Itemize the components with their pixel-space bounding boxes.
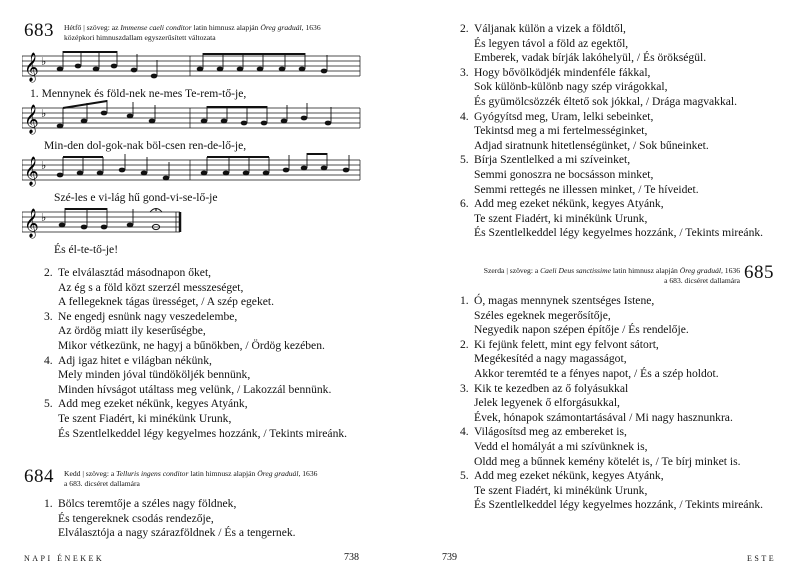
- hymn-684-meta-line2: a 683. dicséret dallamára: [64, 478, 140, 488]
- right-page: [398, 0, 797, 582]
- verse-line: [460, 469, 763, 484]
- verse-text: Vedd el homályát a mi szívünknek is,: [474, 439, 648, 453]
- verse-line: [460, 226, 763, 241]
- verse-number: 5.: [44, 397, 53, 411]
- verse-line: [460, 382, 763, 397]
- verse-text: Sok különb-különb nagy szép virágokkal,: [474, 80, 668, 94]
- page-number: 738: [344, 552, 359, 563]
- verse-line: [44, 354, 347, 369]
- verse-number: 4.: [460, 425, 469, 439]
- verse-line: [44, 324, 347, 339]
- verse-line: [44, 383, 347, 398]
- verse-text: Mely minden jóval tündököljék bennünk,: [58, 368, 251, 382]
- hymn-684-meta: [64, 469, 317, 488]
- verse-text: Add meg ezeket nékünk, kegyes Atyánk,: [58, 397, 248, 411]
- verse-line: [460, 367, 763, 382]
- hymn-685-meta: [464, 266, 740, 285]
- lyrics-line-1: 1. Mennynek és föld-nek ne-mes Te-rem-tő-je,: [30, 87, 247, 100]
- verse-line: [460, 498, 763, 513]
- hymn-685-meta-line1: Szerda | szöveg: a Caeli Deus sanctissime latin himnusz alapján Öreg graduál, 1636: [483, 266, 740, 275]
- verse-text: Semmi gonoszra ne bocsásson minket,: [474, 167, 654, 181]
- verse-text: Semmi rettegés ne illessen minket, / Te híveidet.: [474, 182, 699, 196]
- verse-line: [460, 338, 763, 353]
- verse-text: És legyen távol a föld az egektől,: [474, 36, 629, 50]
- svg-text:♭: ♭: [41, 107, 47, 120]
- hymn-683-number: 683: [24, 20, 54, 41]
- verse-line: [460, 309, 763, 324]
- verse-number: 2.: [460, 22, 469, 35]
- verse-text: Oldd meg a bűnnek kemény kötelét is, / Te bírj minket is.: [474, 454, 741, 468]
- verse-number: 5.: [460, 153, 469, 167]
- svg-text:𝄞: 𝄞: [24, 104, 39, 133]
- verse-line: [460, 425, 763, 440]
- verse-line: [460, 37, 763, 52]
- verse-text: Váljanak külön a vizek a földtől,: [474, 22, 626, 35]
- music-staff-3: [22, 152, 362, 192]
- svg-text:𝄞: 𝄞: [24, 208, 39, 237]
- verse-number: 2.: [460, 337, 469, 351]
- verse-line: [44, 266, 347, 281]
- verse-text: Add meg ezeket nékünk, kegyes Atyánk,: [474, 469, 664, 483]
- verse-line: [460, 197, 763, 212]
- hymn-683-meta-line1: Hétfő | szöveg: az Immense caeli conditor latin himnusz alapján Öreg graduál, 1636: [64, 23, 321, 32]
- svg-text:♭: ♭: [41, 211, 47, 224]
- verse-line: [460, 153, 763, 168]
- hymn-683-meta: [64, 23, 321, 42]
- hymn-683-meta-line2: középkori himnuszdallam egyszerűsített változata: [64, 32, 216, 42]
- lyrics-line-3: Szé-les e vi-lág hű gond-vi-se-lő-je: [54, 191, 218, 204]
- verse-line: [44, 397, 347, 412]
- verse-text: Az ördög miatt ily keserűségbe,: [58, 324, 206, 338]
- verse-text: Elválasztója a nagy szárazföldnek / És a tengernek.: [58, 526, 296, 540]
- svg-text:♭: ♭: [41, 159, 47, 172]
- verse-number: 3.: [460, 381, 469, 395]
- verse-text: Adjad siratnunk hitetlenségünket, / Sok bűneinket.: [474, 138, 709, 152]
- hymn-683-verses: [44, 266, 347, 441]
- verse-text: Hogy bővölködjék mindenféle fákkal,: [474, 65, 651, 79]
- verse-text: Megékesítéd a nagy magasságot,: [474, 352, 627, 366]
- verse-text: Negyedik napon szépen építője / És rendelője.: [474, 323, 689, 337]
- verse-text: Jelek legyenek ő elforgásukkal,: [474, 396, 620, 410]
- verse-line: [460, 168, 763, 183]
- hymn-684-verses: [44, 497, 296, 541]
- verse-text: Világosítsd meg az embereket is,: [474, 425, 627, 439]
- verse-line: [460, 411, 763, 426]
- verse-text: Kik te kezedben az ő folyásukkal: [474, 381, 629, 395]
- verse-number: 6.: [460, 197, 469, 211]
- verse-text: Adj igaz hitet e világban nékünk,: [58, 353, 212, 367]
- verse-text: Emberek, vadak bírják lakóhelyül, / És örökségül.: [474, 51, 707, 65]
- verse-line: [44, 368, 347, 383]
- verse-line: [460, 484, 763, 499]
- verse-line: [460, 80, 763, 95]
- verse-text: Te szent Fiadért, ki minékünk Urunk,: [58, 411, 232, 425]
- verse-line: [460, 396, 763, 411]
- verse-line: [44, 497, 296, 512]
- left-page: [0, 0, 398, 582]
- footer-section-title: NAPI ÉNEKEK: [24, 554, 105, 563]
- verse-line: [460, 455, 763, 470]
- music-staff-4: [22, 204, 202, 244]
- hymn-685-verses: [460, 294, 763, 513]
- verse-line: [44, 295, 347, 310]
- verse-text: Évek, hónapok számontartásával / Mi nagy hasznunkra.: [474, 410, 733, 424]
- verse-line: [460, 440, 763, 455]
- verse-text: Széles egeknek megerősítője,: [474, 308, 611, 322]
- verse-number: 4.: [44, 353, 53, 367]
- verse-text: És Szentlelkeddel légy kegyelmes hozzánk, / Tekints mireánk.: [58, 426, 348, 440]
- verse-number: 3.: [44, 309, 53, 323]
- verse-number: 3.: [460, 65, 469, 79]
- verse-text: És Szentlelkeddel légy kegyelmes hozzánk, / Tekints mireánk.: [474, 498, 764, 512]
- svg-text:𝄞: 𝄞: [24, 52, 39, 81]
- verse-line: [44, 427, 347, 442]
- verse-number: 5.: [460, 469, 469, 483]
- footer-section-title: ESTE: [747, 554, 777, 563]
- verse-text: A fellegeknek tágas ürességet, / A szép egeket.: [58, 295, 275, 309]
- hymn-684-meta-line1: Kedd | szöveg: a Telluris ingens conditor latin himnusz alapján Öreg graduál, 1636: [64, 469, 318, 478]
- verse-number: 1.: [460, 294, 469, 307]
- hymn-685-meta-line2: a 683. dicséret dallamára: [664, 275, 740, 285]
- verse-line: [460, 51, 763, 66]
- verse-line: [44, 526, 296, 541]
- verse-text: Bölcs teremtője a széles nagy földnek,: [58, 497, 237, 510]
- svg-text:♭: ♭: [41, 55, 47, 68]
- svg-text:𝄞: 𝄞: [24, 156, 39, 185]
- verse-text: Gyógyítsd meg, Uram, lelki sebeinket,: [474, 109, 654, 123]
- verse-text: Az ég s a föld közt szerzél messzeséget,: [58, 280, 244, 294]
- verse-line: [460, 352, 763, 367]
- verse-line: [44, 310, 347, 325]
- verse-number: 4.: [460, 109, 469, 123]
- verse-line: [460, 183, 763, 198]
- verse-number: 2.: [44, 266, 53, 279]
- hymn-684-number: 684: [24, 466, 54, 487]
- verse-text: Add meg ezeket nékünk, kegyes Atyánk,: [474, 197, 664, 211]
- verse-text: És gyümölcsözzék éltető sok jókkal, / Drága magvakkal.: [474, 94, 738, 108]
- verse-line: [460, 95, 763, 110]
- verse-text: Ne engedj esnünk nagy veszedelembe,: [58, 309, 238, 323]
- verse-text: Te szent Fiadért, ki minékünk Urunk,: [474, 483, 648, 497]
- verse-line: [460, 110, 763, 125]
- verse-text: És Szentlelkeddel légy kegyelmes hozzánk, / Tekints mireánk.: [474, 226, 764, 240]
- verse-line: [460, 139, 763, 154]
- hymn-685-number: 685: [744, 262, 774, 283]
- verse-line: [460, 22, 763, 37]
- music-staff-1: [22, 48, 362, 88]
- verse-line: [460, 212, 763, 227]
- verse-text: Te elválasztád másodnapon őket,: [58, 266, 212, 279]
- verse-line: [460, 294, 763, 309]
- verse-text: Ó, magas mennynek szentséges Istene,: [474, 294, 655, 307]
- verse-text: És tengereknek csodás rendezője,: [58, 511, 214, 525]
- verse-text: Ki fejünk felett, mint egy felvont sátort,: [474, 337, 659, 351]
- verse-line: [44, 412, 347, 427]
- verse-text: Bírja Szentlelked a mi szíveinket,: [474, 153, 631, 167]
- verse-line: [460, 323, 763, 338]
- verse-text: Mikor vétkezünk, ne hagyj a bűnökben, / Ördög kezében.: [58, 338, 325, 352]
- lyrics-line-4: És él-te-tő-je!: [54, 243, 119, 256]
- page-number: 739: [442, 552, 457, 563]
- verse-line: [44, 512, 296, 527]
- verse-text: Akkor teremtéd te a fényes napot, / És a szép holdot.: [474, 366, 719, 380]
- hymn-684-verses-cont: [460, 22, 763, 241]
- verse-line: [460, 124, 763, 139]
- verse-line: [44, 339, 347, 354]
- verse-line: [44, 281, 347, 296]
- verse-text: Minden hívságot utáltass meg velünk, / Lakozzál bennünk.: [58, 382, 332, 396]
- verse-text: Tekintsd meg a mi fertelmességinket,: [474, 124, 648, 138]
- verse-text: Te szent Fiadért, ki minékünk Urunk,: [474, 211, 648, 225]
- verse-number: 1.: [44, 497, 53, 510]
- lyrics-line-2: Min-den dol-gok-nak böl-csen ren-de-lő-je,: [44, 139, 247, 152]
- music-staff-2: [22, 100, 362, 140]
- verse-line: [460, 66, 763, 81]
